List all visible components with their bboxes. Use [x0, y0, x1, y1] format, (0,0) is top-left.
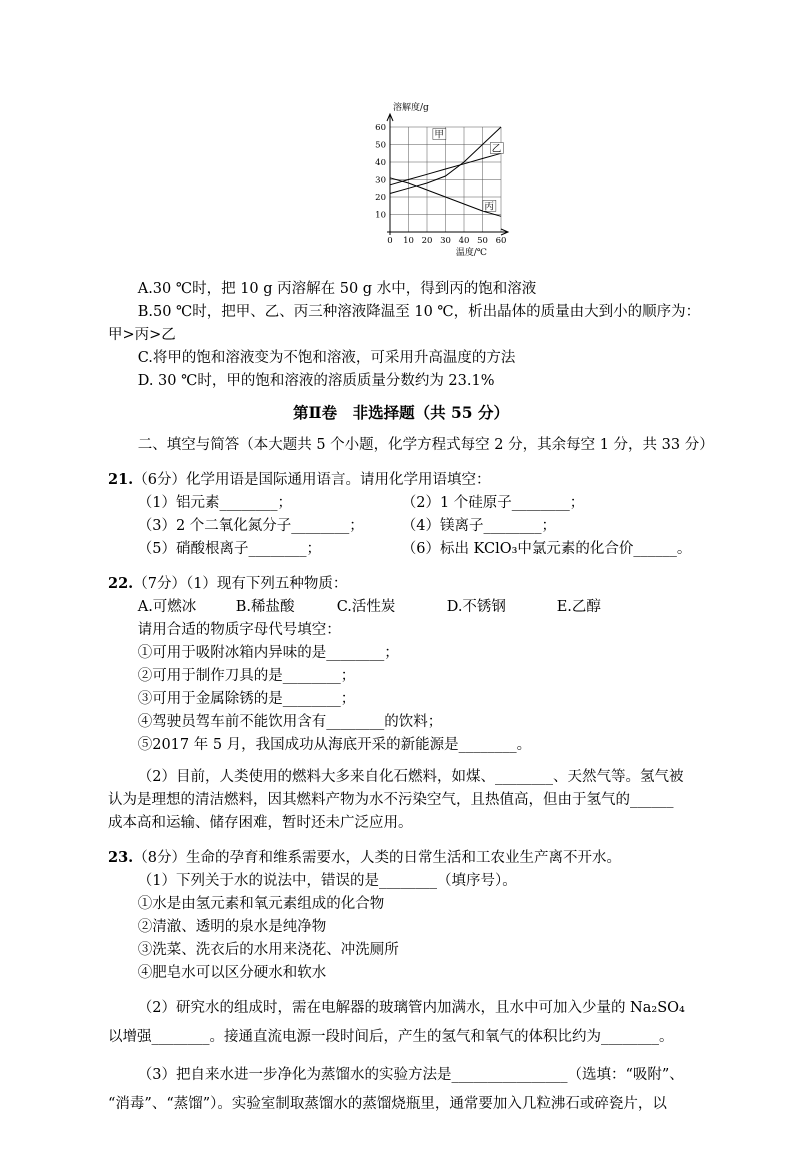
question-22-prompt: 请用合适的物质字母代号填空： — [137, 622, 341, 638]
q22-item-3: ③可用于金属除锈的是________； — [137, 691, 356, 707]
svg-text:50: 50 — [375, 140, 386, 151]
svg-text:20: 20 — [375, 193, 386, 203]
q21-blank-2: （2）1 个硅原子________； — [401, 495, 585, 511]
svg-text:30: 30 — [375, 175, 386, 186]
svg-text:温度/℃: 温度/℃ — [455, 248, 487, 258]
svg-text:0: 0 — [387, 236, 393, 246]
q23-part3-line2: “消毒”、“蒸馏”）。实验室制取蒸馏水的蒸馏烧瓶里，通常要加入几粒沸石或碎瓷片，以 — [108, 1096, 667, 1112]
q21-blank-4: （4）镁离子________； — [401, 518, 556, 534]
svg-text:50: 50 — [477, 236, 488, 246]
svg-text:丙: 丙 — [484, 201, 494, 213]
q21-blank-5: （5）硝酸根离子________； — [137, 541, 321, 557]
substance-a: A.可燃冰 — [137, 599, 197, 615]
option-c: C.将甲的饱和溶液变为不饱和溶液，可采用升高温度的方法 — [137, 350, 516, 366]
question-23 — [108, 846, 694, 1119]
svg-text:10: 10 — [375, 210, 386, 221]
q22-item-5: ⑤2017 年 5 月，我国成功从海底开采的新能源是________。 — [137, 737, 532, 753]
section-2-intro: 二、填空与简答（本大题共 5 个小题，化学方程式每空 2 分，其余每空 1 分，共 33 分） — [137, 437, 714, 453]
chart-block — [348, 100, 694, 270]
svg-text:20: 20 — [421, 236, 433, 246]
q23-part1-item-2: ②清澈、透明的泉水是纯净物 — [137, 919, 327, 935]
question-22-intro: （7分）（1）现有下列五种物质： — [133, 576, 348, 592]
question-22-number: 22. — [108, 575, 134, 592]
substance-b: B.稀盐酸 — [235, 599, 295, 615]
q23-part2-line2: 以增强________。接通直流电源一段时间后，产生的氢气和氧气的体积比约为________。 — [108, 1029, 674, 1045]
q22-part2-line2: 认为是理想的清洁燃料，因其燃料产物为水不污染空气，且热值高，但由于氢气的______ — [108, 792, 674, 808]
svg-text:40: 40 — [458, 236, 470, 246]
q23-part1: （1）下列关于水的说法中，错误的是________（填序号）。 — [137, 873, 517, 889]
svg-text:溶解度/g: 溶解度/g — [393, 103, 429, 113]
question-21-row-2 — [108, 515, 694, 538]
question-21-header — [108, 468, 694, 492]
question-21-number: 21. — [108, 471, 134, 488]
q23-part1-item-3: ③洗菜、洗衣后的水用来浇花、冲洗厕所 — [137, 942, 399, 958]
svg-text:60: 60 — [495, 236, 507, 246]
question-23-number: 23. — [108, 849, 134, 866]
question-21-intro: （6分）化学用语是国际通用语言。请用化学用语填空： — [133, 472, 491, 488]
substance-c: C.活性炭 — [336, 599, 396, 615]
question-22-header — [108, 572, 694, 596]
svg-text:甲: 甲 — [434, 129, 444, 141]
q23-part3-line1: （3）把自来水进一步净化为蒸馏水的实验方法是________________（选填：“吸附”、 — [137, 1067, 684, 1083]
option-d: D. 30 ℃时，甲的饱和溶液的溶质质量分数约为 23.1% — [137, 373, 495, 389]
q22-item-4: ④驾驶员驾车前不能饮用含有________的饮料； — [137, 714, 443, 730]
q21-blank-1: （1）铝元素________； — [137, 495, 292, 511]
section-2-title: 第Ⅱ卷 非选择题（共 55 分） — [293, 403, 509, 422]
q21-blank-3: （3）2 个二氧化氮分子________； — [137, 518, 364, 534]
q22-item-1: ①可用于吸附冰箱内异味的是________； — [137, 645, 399, 661]
question-22 — [108, 572, 694, 835]
svg-text:乙: 乙 — [491, 143, 502, 155]
option-a: A.30 ℃时，把 10 g 丙溶解在 50 g 水中，得到丙的饱和溶液 — [137, 281, 537, 297]
svg-text:10: 10 — [403, 236, 414, 246]
q23-part2-line1: （2）研究水的组成时，需在电解器的玻璃管内加满水，且水中可加入少量的 Na₂SO₄ — [137, 1000, 685, 1016]
q22-part2-line1: （2）目前，人类使用的燃料大多来自化石燃料，如煤、________、天然气等。氢气被 — [137, 769, 684, 785]
q23-part1-item-1: ①水是由氢元素和氧元素组成的化合物 — [137, 896, 385, 912]
q23-part1-item-4: ④肥皂水可以区分硬水和软水 — [137, 965, 327, 981]
question-21-row-3 — [108, 538, 694, 561]
option-b-line2: 甲>丙>乙 — [108, 327, 176, 343]
svg-text:40: 40 — [375, 158, 386, 168]
solubility-chart — [348, 100, 544, 262]
question-22-substances — [108, 596, 694, 619]
question-21-row-1 — [108, 492, 694, 515]
option-b-line1: B.50 ℃时，把甲、乙、丙三种溶液降温至 10 ℃，析出晶体的质量由大到小的顺序为： — [137, 304, 701, 320]
q22-item-2: ②可用于制作刀具的是________； — [137, 668, 356, 684]
question-23-header — [108, 846, 694, 870]
substance-d: D.不锈钢 — [446, 599, 506, 615]
svg-text:60: 60 — [375, 123, 386, 133]
svg-text:30: 30 — [440, 236, 451, 246]
question-21 — [108, 468, 694, 561]
substance-e: E.乙醇 — [556, 599, 601, 615]
q21-blank-6: （6）标出 KClO₃中氯元素的化合价______。 — [401, 541, 692, 557]
q22-part2-line3: 成本高和运输、储存困难，暂时还未广泛应用。 — [108, 815, 413, 831]
question-23-intro: （8分）生命的孕育和维系需要水，人类的日常生活和工农业生产离不开水。 — [133, 850, 621, 866]
